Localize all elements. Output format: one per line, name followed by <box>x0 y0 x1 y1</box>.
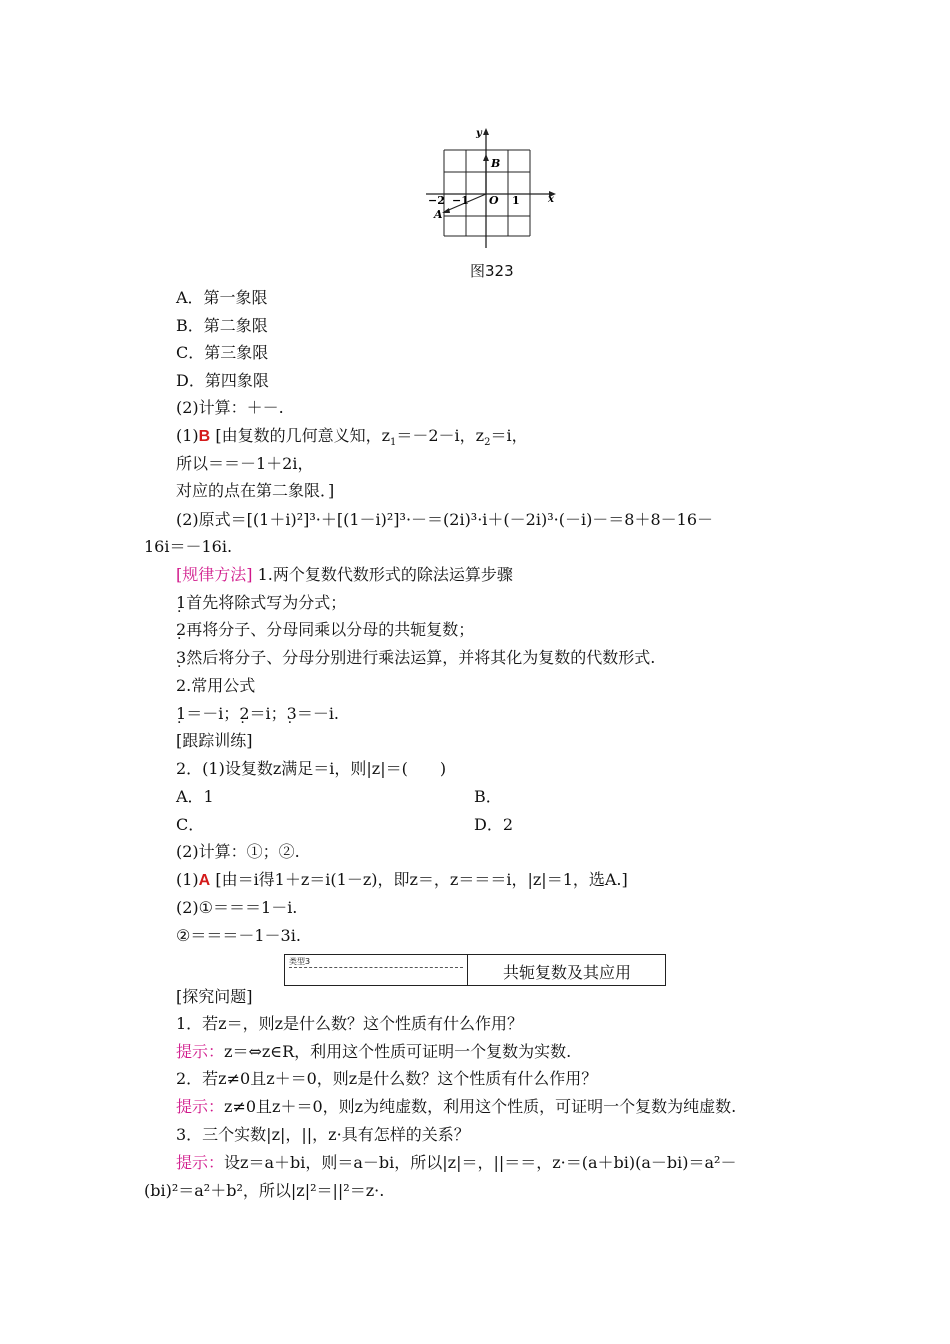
method-tag: [规律方法] <box>176 565 253 584</box>
method-step-3: 3 .然后将分子、分母分别进行乘法运算，并将其化为复数的代数形式. <box>176 648 655 668</box>
explore-hint-2: 提示：z≠0且z＋＝0，则z为纯虚数，利用这个性质，可证明一个复数为纯虚数. <box>176 1097 737 1116</box>
track-tag: [跟踪训练] <box>176 731 253 750</box>
figure-caption: 图323 <box>470 262 514 280</box>
track-answer-2: (2)①＝＝＝1－i. <box>176 898 298 917</box>
type-box-divider <box>467 955 468 985</box>
tick-minus-1: −1 <box>452 194 469 207</box>
point-b-label: B <box>491 157 501 170</box>
type-box <box>284 954 666 986</box>
track-option-b: B． <box>474 787 502 806</box>
answer-choice-a: A <box>198 872 211 889</box>
method-step-2: 2 .再将分子、分母同乘以分母的共轭复数； <box>176 620 474 640</box>
tick-minus-2: −2 <box>428 194 445 207</box>
track-answer-1: (1)A [由＝i得1＋z＝i(1－z)，即z＝，z＝＝＝i，|z|＝1，选A.] <box>176 870 628 889</box>
complex-plane-figure <box>420 124 570 254</box>
explore-hint-1: 提示：z＝⇔z∈R，利用这个性质可证明一个复数为实数. <box>176 1042 572 1061</box>
method-step-1: 1 .首先将除式写为分式； <box>176 593 346 613</box>
explore-tag: [探究问题] <box>176 987 253 1006</box>
track-option-c: C． <box>176 815 205 834</box>
method-formulas: 1 .＝－i；2 .＝i；3 .＝－i. <box>176 704 339 724</box>
origin-label: O <box>489 194 499 207</box>
answer-choice-b: B <box>198 428 211 445</box>
answer-1-line5: 16i＝－16i. <box>144 537 233 556</box>
option-b: B．第二象限 <box>176 316 268 335</box>
method-heading: [规律方法] 1.两个复数代数形式的除法运算步骤 <box>176 565 513 584</box>
answer-1-line3: 对应的点在第二象限．] <box>176 481 335 500</box>
answer-1-line1: (1)B [由复数的几何意义知，$z_1=-2-i$，$z_2=i$， <box>176 426 528 449</box>
type-box-title: 共轭复数及其应用 <box>502 963 631 982</box>
answer-1-line4: (2)原式＝[(1＋i)²]³·＋[(1－i)²]³·－＝(2i)³·i＋(－2i)³·(－i)－＝8＋8－16－ <box>176 510 714 529</box>
explore-question-3: 3．三个实数|z|，||，z·具有怎样的关系？ <box>176 1125 470 1144</box>
track-option-a: A．1 <box>176 787 214 806</box>
question-1-2: (2)计算：＋－. <box>176 398 284 417</box>
track-answer-3: ②＝＝＝－1－3i. <box>176 926 301 945</box>
tick-1: 1 <box>512 194 520 207</box>
explore-question-1: 1．若z＝，则z是什么数？这个性质有什么作用？ <box>176 1014 524 1033</box>
explore-hint-3: 提示：设z＝a＋bi，则＝a－bi，所以|z|＝，||＝＝，z·＝(a＋bi)(a－bi)＝a²－ <box>176 1153 737 1172</box>
answer-1-line2: 所以＝＝－1＋2i， <box>176 454 314 473</box>
explore-question-2: 2．若z≠0且z＋＝0，则z是什么数？这个性质有什么作用？ <box>176 1069 598 1088</box>
option-a: A．第一象限 <box>176 288 268 307</box>
track-question: 2．(1)设复数z满足＝i，则|z|＝( ) <box>176 759 447 778</box>
method-formula-title: 2.常用公式 <box>176 676 256 695</box>
track-option-d: D．2 <box>474 815 514 834</box>
explore-hint-3-cont: (bi)²＝a²＋b²，所以|z|²＝||²＝z·. <box>144 1181 385 1200</box>
point-a-label: A <box>434 208 443 221</box>
option-d: D．第四象限 <box>176 371 269 390</box>
option-c: C．第三象限 <box>176 343 269 362</box>
x-axis-label: x <box>548 194 554 205</box>
y-axis-label: y <box>476 128 482 139</box>
track-question-2: (2)计算：①；②. <box>176 842 300 861</box>
type-box-tag: 类型3 <box>289 957 463 968</box>
